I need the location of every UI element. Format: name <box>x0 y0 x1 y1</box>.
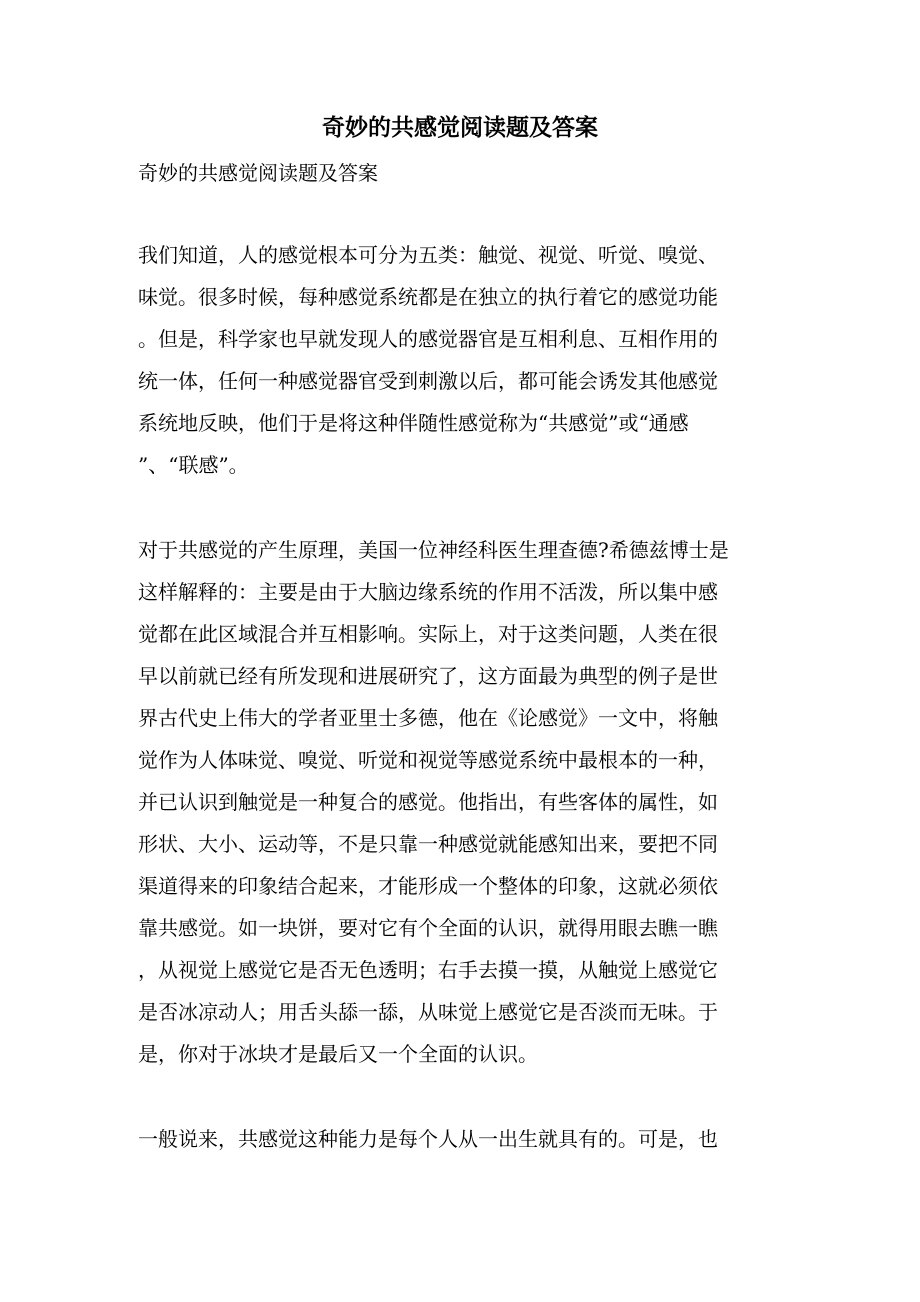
paragraph-line: 系统地反映，他们于是将这种伴随性感觉称为“共感觉”或“通感 <box>138 411 689 435</box>
paragraph-line: 我们知道，人的感觉根本可分为五类：触觉、视觉、听觉、嗅觉、 <box>138 243 718 267</box>
paragraph-line: 渠道得来的印象结合起来，才能形成一个整体的印象，这就必须依 <box>138 874 718 898</box>
document-title: 奇妙的共感觉阅读题及答案 <box>322 114 598 141</box>
paragraph-line: 是，你对于冰块才是最后又一个全面的认识。 <box>138 1042 538 1066</box>
paragraph-line: 这样解释的：主要是由于大脑边缘系统的作用不活泼，所以集中感 <box>138 580 718 604</box>
paragraph-line: 早以前就已经有所发现和进展研究了，这方面最为典型的例子是世 <box>138 664 718 688</box>
paragraph-line: 形状、大小、运动等，不是只靠一种感觉就能感知出来，要把不同 <box>138 832 718 856</box>
paragraph-line: 界古代史上伟大的学者亚里士多德，他在《论感觉》一文中，将触 <box>138 706 718 730</box>
paragraph-line: 是否冰凉动人；用舌头舔一舔，从味觉上感觉它是否淡而无味。于 <box>138 1000 718 1024</box>
paragraph-line: ”、“联感”。 <box>138 453 249 477</box>
paragraph-line: 靠共感觉。如一块饼，要对它有个全面的认识，就得用眼去瞧一瞧 <box>138 916 718 940</box>
paragraph-line: ，从视觉上感觉它是否无色透明；右手去摸一摸，从触觉上感觉它 <box>138 958 718 982</box>
paragraph-line: 味觉。很多时候，每种感觉系统都是在独立的执行着它的感觉功能 <box>138 285 718 309</box>
paragraph-line: 并已认识到触觉是一种复合的感觉。他指出，有些客体的属性，如 <box>138 790 718 814</box>
paragraph-line: 对于共感觉的产生原理，美国一位神经科医生理查德?希德兹博士是 <box>138 538 729 562</box>
document-subtitle: 奇妙的共感觉阅读题及答案 <box>138 161 378 185</box>
paragraph-line: 觉都在此区域混合并互相影响。实际上，对于这类问题，人类在很 <box>138 622 718 646</box>
paragraph-line: 觉作为人体味觉、嗅觉、听觉和视觉等感觉系统中最根本的一种， <box>138 748 718 772</box>
paragraph-line: 统一体，任何一种感觉器官受到刺激以后，都可能会诱发其他感觉 <box>138 369 718 393</box>
paragraph-line: 。但是，科学家也早就发现人的感觉器官是互相利息、互相作用的 <box>138 327 718 351</box>
paragraph-line: 一般说来，共感觉这种能力是每个人从一出生就具有的。可是，也 <box>138 1127 718 1151</box>
